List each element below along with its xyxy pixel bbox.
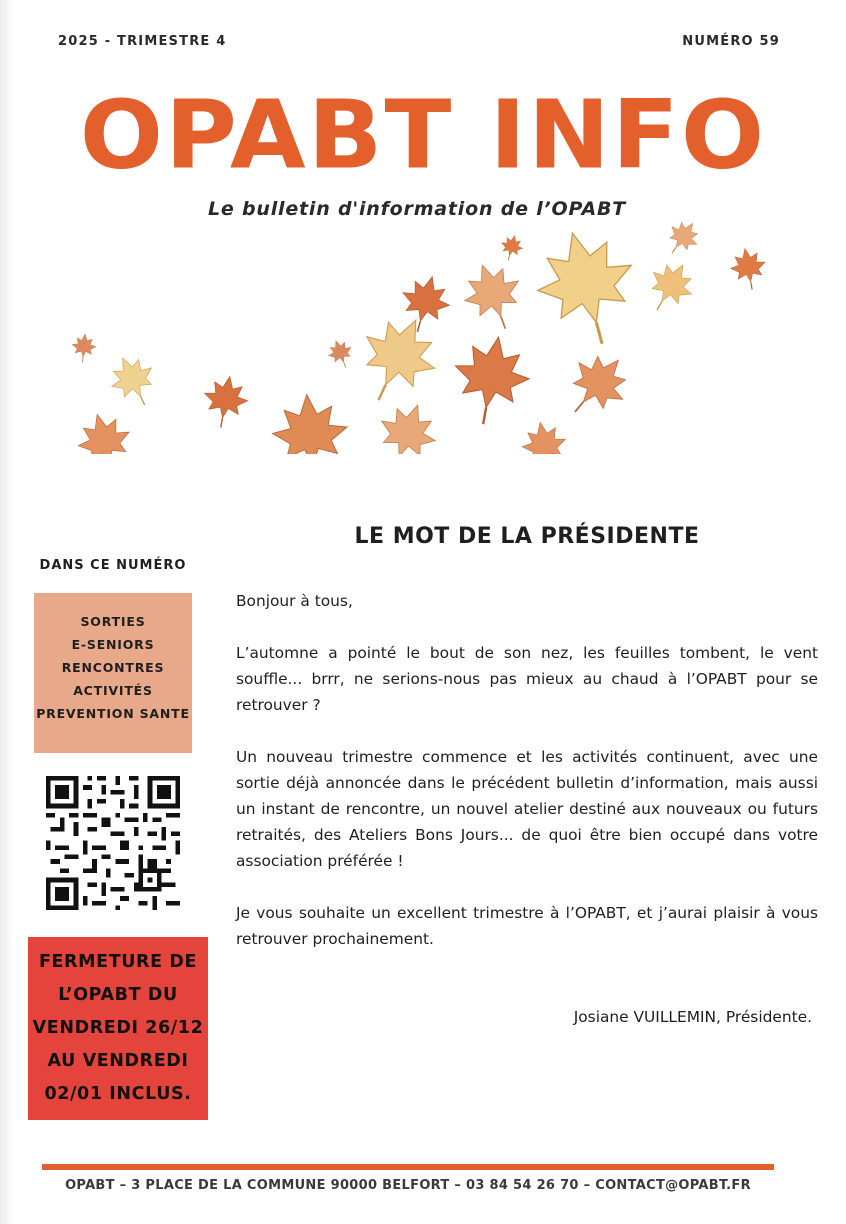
article-title: LE MOT DE LA PRÉSIDENTE: [354, 524, 700, 549]
closure-notice-line: AU VENDREDI: [47, 1051, 189, 1071]
toc-item-sorties[interactable]: SORTIES: [80, 614, 146, 629]
toc-box: [34, 593, 192, 753]
article-signature: Josiane VUILLEMIN, Présidente.: [573, 1008, 812, 1026]
footer-contact: OPABT – 3 PLACE DE LA COMMUNE 90000 BELFORT – 03 84 54 26 70 – CONTACT@OPABT.FR: [65, 1178, 751, 1193]
article-paragraph: L’automne a pointé le bout de son nez, les feuilles tombent, le vent souffle... brrr, ne serions-nous pas mieux au chaud à l’OPABT pour se retrouver ?: [236, 644, 818, 714]
autumn-leaves-illustration: [60, 222, 780, 454]
footer-divider: [42, 1164, 774, 1170]
article-paragraph: Je vous souhaite un excellent trimestre à l’OPABT, et j’aurai plaisir à vous retrouver prochainement.: [236, 904, 818, 948]
toc-list: [34, 593, 192, 725]
closure-notice-line: L’OPABT DU: [58, 985, 178, 1005]
qr-code-icon[interactable]: [46, 776, 180, 910]
closure-notice: [28, 937, 208, 1120]
toc-item-e-seniors[interactable]: E-SENIORS: [71, 637, 155, 652]
article-paragraph: Un nouveau trimestre commence et les activités continuent, avec une sortie déjà annoncée dans le précédent bulletin d’information, mais aussi un instant de rencontre, un nouvel atelier destiné aux nouveaux ou futurs retraités, des Ateliers Bons Jours... de quoi être bien occupé dans votre association préférée !: [236, 748, 818, 870]
masthead-title: OPABT INFO: [79, 81, 767, 191]
toc-item-rencontres[interactable]: RENCONTRES: [61, 660, 165, 675]
closure-notice-line: VENDREDI 26/12: [32, 1018, 204, 1038]
toc-item-prevention-sante[interactable]: PREVENTION SANTE: [36, 706, 190, 721]
article-paragraph: Bonjour à tous,: [236, 592, 353, 610]
masthead-subtitle: Le bulletin d'information de l’OPABT: [207, 198, 627, 220]
issue-period: 2025 - TRIMESTRE 4: [58, 34, 227, 49]
toc-heading: DANS CE NUMÉRO: [39, 558, 187, 573]
closure-notice-line: FERMETURE DE: [38, 952, 198, 972]
article-body: [236, 588, 818, 978]
closure-notice-line: 02/01 INCLUS.: [44, 1084, 192, 1104]
issue-number: NUMÉRO 59: [682, 34, 780, 49]
toc-item-activites[interactable]: ACTIVITÉS: [73, 683, 153, 698]
maple-leaf-icon: [526, 222, 649, 356]
